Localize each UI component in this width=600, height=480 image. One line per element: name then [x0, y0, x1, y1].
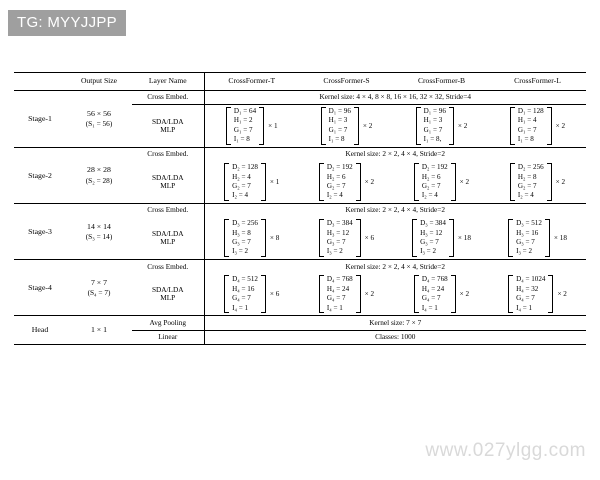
- eq: H₂ = 8: [517, 172, 537, 181]
- bracket-right-icon: [548, 275, 553, 312]
- stage3-embed-value: Kernel size: 2 × 2, 4 × 4, Stride=2: [345, 205, 445, 215]
- bracket-right-icon: [547, 107, 552, 144]
- stage3-block-label-line1: SDA/LDA: [151, 228, 184, 238]
- eq: H₁ = 2: [233, 116, 253, 125]
- stage4-block-label: [132, 273, 204, 315]
- eq: I₄ = 1: [232, 303, 249, 312]
- eq: D₂ = 128: [232, 163, 258, 172]
- stage2-name: Stage-2: [28, 170, 52, 180]
- bracket-right-icon: [449, 107, 454, 144]
- eq: D₃ = 256: [232, 219, 258, 228]
- eq: G₂ = 7: [326, 181, 346, 190]
- bracket-right-icon: [449, 219, 454, 256]
- stage3-output-size-line1: 14 × 14: [87, 221, 111, 231]
- stage2-block-label: [132, 161, 204, 203]
- stage1-output-size-line1: 56 × 56: [87, 108, 111, 118]
- stage1-output-size: [66, 90, 132, 147]
- eq: D₂ = 192: [326, 163, 353, 172]
- eq: G₃ = 7: [232, 238, 251, 247]
- repeat-count: × 2: [555, 121, 566, 130]
- stage4-variant-t: [204, 273, 299, 315]
- stage3-variant-b: [394, 217, 489, 259]
- stage4-variant-s: [299, 273, 394, 315]
- bracket-left-icon: [414, 163, 419, 200]
- eq: I₄ = 1: [421, 303, 438, 312]
- repeat-count: × 2: [364, 177, 375, 186]
- stage4-embed-value: Kernel size: 2 × 2, 4 × 4, Stride=2: [345, 261, 445, 271]
- stage4-embed-label: Cross Embed.: [132, 260, 204, 274]
- bracket-left-icon: [508, 275, 513, 312]
- stage2-block-label-line1: SDA/LDA: [151, 172, 184, 182]
- bracket-left-icon: [510, 163, 515, 200]
- eq: G₁ = 7: [423, 125, 443, 134]
- eq: G₄ = 7: [232, 294, 251, 303]
- stage2-variant-l: [489, 161, 586, 203]
- header-crossformer-l: CrossFormer-L: [489, 73, 586, 91]
- stage1-variant-s: [299, 105, 394, 148]
- eq: I₃ = 2: [326, 247, 343, 256]
- eq: D₄ = 1024: [516, 275, 546, 284]
- bracket-right-icon: [545, 219, 550, 256]
- stage1-variant-t: [204, 105, 299, 148]
- eq: D₃ = 384: [420, 219, 446, 228]
- stage4-output-size: [66, 260, 132, 316]
- stage1-output-size-line2: (S₁ = 56): [85, 119, 113, 129]
- stage4-block-label-line2: MLP: [160, 293, 176, 303]
- stage2-output-size: [66, 147, 132, 203]
- bracket-left-icon: [319, 219, 324, 256]
- eq: H₁ = 3: [328, 116, 348, 125]
- bracket-left-icon: [321, 107, 326, 144]
- bracket-right-icon: [259, 107, 264, 144]
- bracket-left-icon: [226, 107, 231, 144]
- stage3-variant-l: [489, 217, 586, 259]
- eq: G₃ = 7: [326, 238, 346, 247]
- eq: I₄ = 1: [516, 303, 533, 312]
- eq: G₁ = 7: [517, 125, 537, 134]
- tag-badge: TG: MYYJJPP: [8, 10, 126, 36]
- repeat-count: × 2: [457, 121, 468, 130]
- stage4-output-size-line1: 7 × 7: [90, 277, 108, 287]
- stage2-embed-row: [14, 147, 586, 161]
- header-blank: [14, 73, 66, 91]
- eq: G₄ = 7: [516, 294, 535, 303]
- stage1-embed-row: [14, 90, 586, 104]
- header-crossformer-t: CrossFormer-T: [204, 73, 299, 91]
- header-output-size: Output Size: [66, 73, 132, 91]
- repeat-count: × 2: [555, 177, 566, 186]
- bracket-right-icon: [356, 163, 361, 200]
- bracket-left-icon: [224, 219, 229, 256]
- eq: G₃ = 7: [516, 238, 535, 247]
- eq: D₁ = 64: [233, 107, 257, 116]
- eq: H₁ = 4: [517, 116, 537, 125]
- bracket-left-icon: [510, 107, 515, 144]
- head-output-size: 1 × 1: [90, 325, 108, 335]
- table-bottom-rule: [14, 344, 586, 345]
- header-layer-name: Layer Name: [132, 73, 204, 91]
- repeat-count: × 2: [362, 121, 373, 130]
- bracket-right-icon: [261, 163, 266, 200]
- eq: H₄ = 32: [516, 284, 539, 293]
- bracket-left-icon: [224, 275, 229, 312]
- bracket-right-icon: [356, 275, 361, 312]
- repeat-count: × 2: [364, 290, 375, 299]
- eq: D₁ = 96: [423, 107, 446, 116]
- stage1-name: Stage-1: [14, 90, 66, 147]
- eq: I₁ = 8,: [423, 135, 442, 144]
- stage3-variant-t: [204, 217, 299, 259]
- head-layer-linear: Linear: [132, 330, 204, 344]
- head-layer-avg-pooling: Avg Pooling: [132, 316, 204, 330]
- eq: G₂ = 7: [421, 181, 441, 190]
- eq: D₂ = 256: [517, 163, 544, 172]
- eq: G₄ = 7: [326, 294, 346, 303]
- bracket-right-icon: [451, 275, 456, 312]
- repeat-count: × 2: [459, 177, 470, 186]
- stage2-variant-s: [299, 161, 394, 203]
- site-watermark: www.027ylgg.com: [425, 440, 586, 461]
- bracket-right-icon: [451, 163, 456, 200]
- bracket-right-icon: [261, 219, 266, 256]
- eq: H₃ = 16: [516, 228, 539, 237]
- repeat-count: × 8: [269, 233, 280, 242]
- eq: D₁ = 96: [328, 107, 351, 116]
- eq: H₃ = 12: [420, 228, 443, 237]
- eq: H₂ = 6: [421, 172, 441, 181]
- eq: I₂ = 4: [517, 191, 534, 200]
- stage3-block-label-line2: MLP: [160, 237, 176, 247]
- architecture-table: [14, 72, 586, 345]
- stage1-variant-b: [394, 105, 489, 148]
- head-pooling-row: [14, 316, 586, 330]
- stage3-block-label: [132, 217, 204, 259]
- stage3-output-size-line2: (S₃ = 14): [85, 231, 113, 241]
- eq: G₄ = 7: [421, 294, 441, 303]
- table-header-row: [14, 73, 586, 91]
- bracket-left-icon: [412, 219, 417, 256]
- repeat-count: × 6: [364, 233, 375, 242]
- eq: I₁ = 8: [328, 135, 345, 144]
- stage3-output-size: [66, 203, 132, 259]
- stage2-embed-value: Kernel size: 2 × 2, 4 × 4, Stride=2: [345, 149, 445, 159]
- eq: D₃ = 512: [516, 219, 542, 228]
- stage4-block-label-line1: SDA/LDA: [151, 284, 184, 294]
- stage4-variant-l: [489, 273, 586, 315]
- eq: I₂ = 4: [421, 191, 438, 200]
- stage2-block-label-line2: MLP: [160, 181, 176, 191]
- repeat-count: × 6: [269, 290, 280, 299]
- repeat-count: × 2: [459, 290, 470, 299]
- stage1-embed-label: Cross Embed.: [132, 90, 204, 104]
- stage3-embed-row: [14, 203, 586, 217]
- eq: H₂ = 6: [326, 172, 346, 181]
- stage1-block-label: [132, 105, 204, 148]
- stage3-embed-label: Cross Embed.: [132, 203, 204, 217]
- eq: H₄ = 24: [326, 284, 350, 293]
- eq: H₄ = 16: [232, 284, 255, 293]
- stage2-embed-label: Cross Embed.: [132, 147, 204, 161]
- stage2-variant-t: [204, 161, 299, 203]
- eq: H₄ = 24: [421, 284, 445, 293]
- bracket-left-icon: [414, 275, 419, 312]
- stage1-variant-l: [489, 105, 586, 148]
- eq: G₃ = 7: [420, 238, 439, 247]
- eq: D₁ = 128: [517, 107, 544, 116]
- stage4-embed-row: [14, 260, 586, 274]
- stage2-variant-b: [394, 161, 489, 203]
- eq: I₁ = 8: [517, 135, 534, 144]
- eq: H₁ = 3: [423, 116, 443, 125]
- eq: G₂ = 7: [517, 181, 537, 190]
- eq: D₄ = 512: [232, 275, 258, 284]
- bracket-right-icon: [354, 107, 359, 144]
- repeat-count: × 18: [457, 233, 471, 242]
- stage4-output-size-line2: (S₄ = 7): [87, 287, 111, 297]
- bracket-right-icon: [547, 163, 552, 200]
- eq: H₂ = 4: [232, 172, 251, 181]
- bracket-left-icon: [319, 275, 324, 312]
- header-crossformer-b: CrossFormer-B: [394, 73, 489, 91]
- eq: G₂ = 7: [232, 181, 251, 190]
- eq: G₁ = 7: [328, 125, 348, 134]
- bracket-right-icon: [261, 275, 266, 312]
- eq: H₃ = 8: [232, 228, 251, 237]
- bracket-left-icon: [508, 219, 513, 256]
- eq: I₃ = 2: [232, 247, 249, 256]
- stage1-block-label-line1: SDA/LDA: [151, 116, 184, 126]
- eq: I₂ = 4: [232, 191, 249, 200]
- bracket-left-icon: [224, 163, 229, 200]
- repeat-count: × 2: [557, 290, 567, 299]
- repeat-count: × 1: [268, 121, 278, 130]
- eq: I₂ = 4: [326, 191, 343, 200]
- stage1-embed-value: Kernel size: 4 × 4, 8 × 8, 16 × 16, 32 × 32, Stride=4: [204, 90, 586, 104]
- eq: D₂ = 192: [421, 163, 448, 172]
- header-crossformer-s: CrossFormer-S: [299, 73, 394, 91]
- stage4-variant-b: [394, 273, 489, 315]
- stage1-block-label-line2: MLP: [160, 124, 176, 134]
- head-avg-pooling-value: Kernel size: 7 × 7: [369, 317, 422, 327]
- eq: I₁ = 8: [233, 135, 250, 144]
- stage2-output-size-line2: (S₂ = 28): [85, 175, 113, 185]
- bracket-right-icon: [356, 219, 361, 256]
- eq: D₄ = 768: [421, 275, 448, 284]
- architecture-table-container: [14, 72, 586, 345]
- eq: D₃ = 384: [326, 219, 353, 228]
- eq: I₄ = 1: [326, 303, 343, 312]
- eq: G₁ = 7: [233, 125, 253, 134]
- eq: D₄ = 768: [326, 275, 353, 284]
- stage2-output-size-line1: 28 × 28: [87, 165, 111, 175]
- repeat-count: × 1: [269, 177, 280, 186]
- eq: I₃ = 2: [516, 247, 533, 256]
- repeat-count: × 18: [553, 233, 567, 242]
- stage3-variant-s: [299, 217, 394, 259]
- stage3-name: Stage-3: [28, 226, 52, 236]
- eq: I₃ = 2: [420, 247, 437, 256]
- head-linear-value: Classes: 1000: [375, 332, 416, 342]
- stage4-name: Stage-4: [28, 282, 52, 292]
- bracket-left-icon: [319, 163, 324, 200]
- head-name: Head: [31, 325, 49, 335]
- bracket-left-icon: [416, 107, 421, 144]
- eq: H₃ = 12: [326, 228, 350, 237]
